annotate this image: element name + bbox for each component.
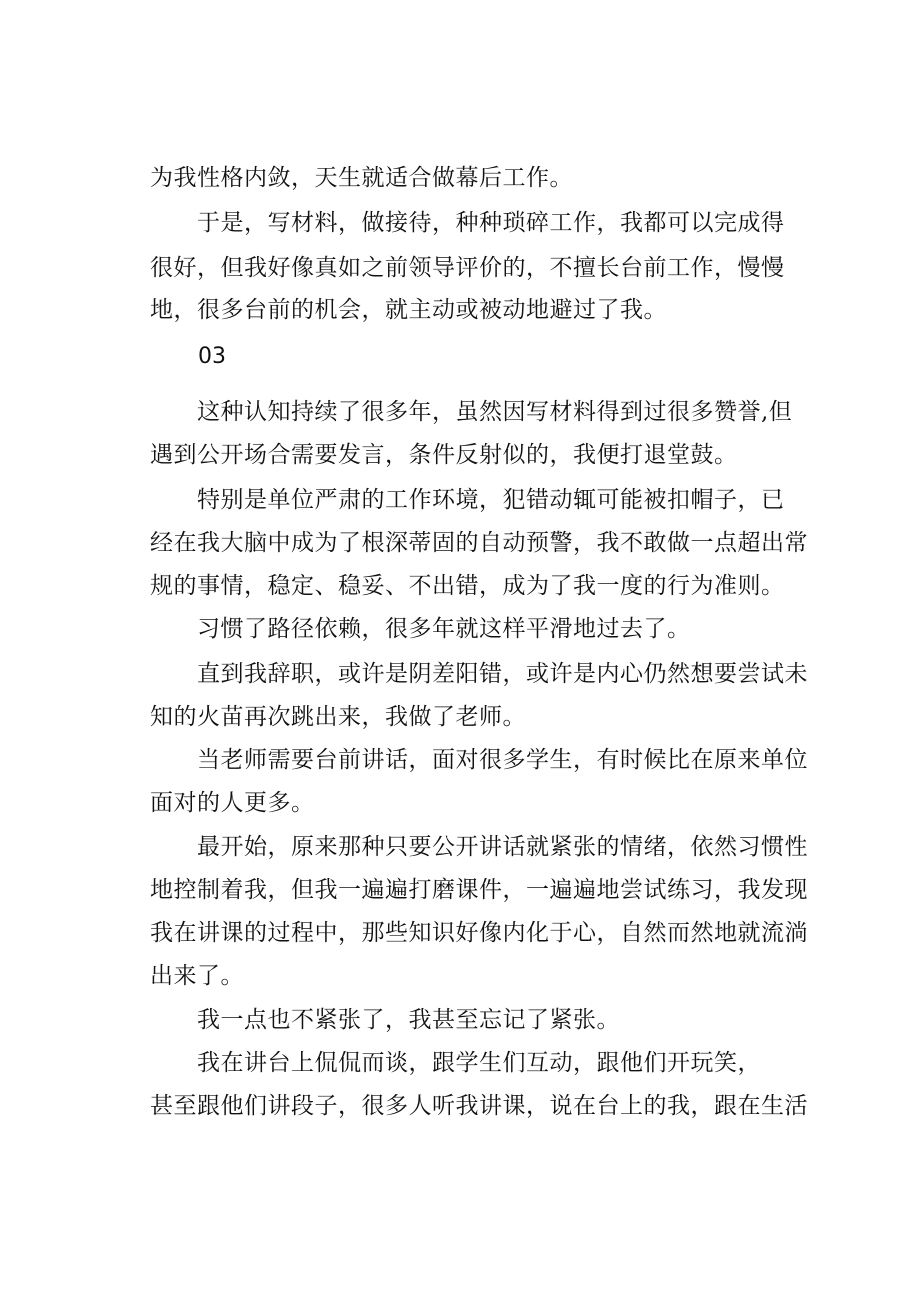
text-line: 习惯了路径依赖，很多年就这样平滑地过去了。 — [150, 616, 691, 642]
text-line: 甚至跟他们讲段子，很多人听我讲课，说在台上的我，跟在生活 — [150, 1093, 808, 1119]
text-line: 这种认知持续了很多年，虽然因写材料得到过很多赞誉,但 — [150, 399, 793, 425]
text-line: 地控制着我，但我一遍遍打磨课件，一遍遍地尝试练习，我发现 — [150, 877, 808, 903]
text-line: 最开始，原来那种只要公开讲话就紧张的情绪，依然习惯性 — [150, 834, 808, 860]
text-line: 很好，但我好像真如之前领导评价的，不擅长台前工作，慢慢 — [150, 255, 785, 281]
text-line: 经在我大脑中成为了根深蒂固的自动预警，我不敢做一点超出常 — [150, 530, 808, 556]
text-line: 于是，写材料，做接待，种种琐碎工作，我都可以完成得 — [150, 210, 785, 236]
text-line: 特别是单位严肃的工作环境，犯错动辄可能被扣帽子，已 — [150, 487, 785, 513]
text-line: 为我性格内敛，天生就适合做幕后工作。 — [150, 165, 573, 191]
text-line: 规的事情，稳定、稳妥、不出错，成为了我一度的行为准则。 — [150, 573, 785, 599]
text-line: 直到我辞职，或许是阴差阳错，或许是内心仍然想要尝试未 — [150, 661, 808, 687]
text-line: 我一点也不紧张了，我甚至忘记了紧张。 — [150, 1007, 620, 1033]
section-number: 03 — [198, 344, 226, 369]
text-line: 遇到公开场合需要发言，条件反射似的，我便打退堂鼓。 — [150, 442, 738, 468]
text-line: 当老师需要台前讲话，面对很多学生，有时候比在原来单位 — [150, 747, 808, 773]
text-line: 知的火苗再次跳出来，我做了老师。 — [150, 704, 526, 730]
text-line: 我在讲课的过程中，那些知识好像内化于心，自然而然地就流淌 — [150, 920, 808, 946]
text-line: 地，很多台前的机会，就主动或被动地避过了我。 — [150, 297, 667, 323]
text-line: 出来了。 — [150, 963, 244, 989]
text-line: 我在讲台上侃侃而谈，跟学生们互动，跟他们开玩笑， — [150, 1050, 761, 1076]
text-line: 面对的人更多。 — [150, 790, 315, 816]
